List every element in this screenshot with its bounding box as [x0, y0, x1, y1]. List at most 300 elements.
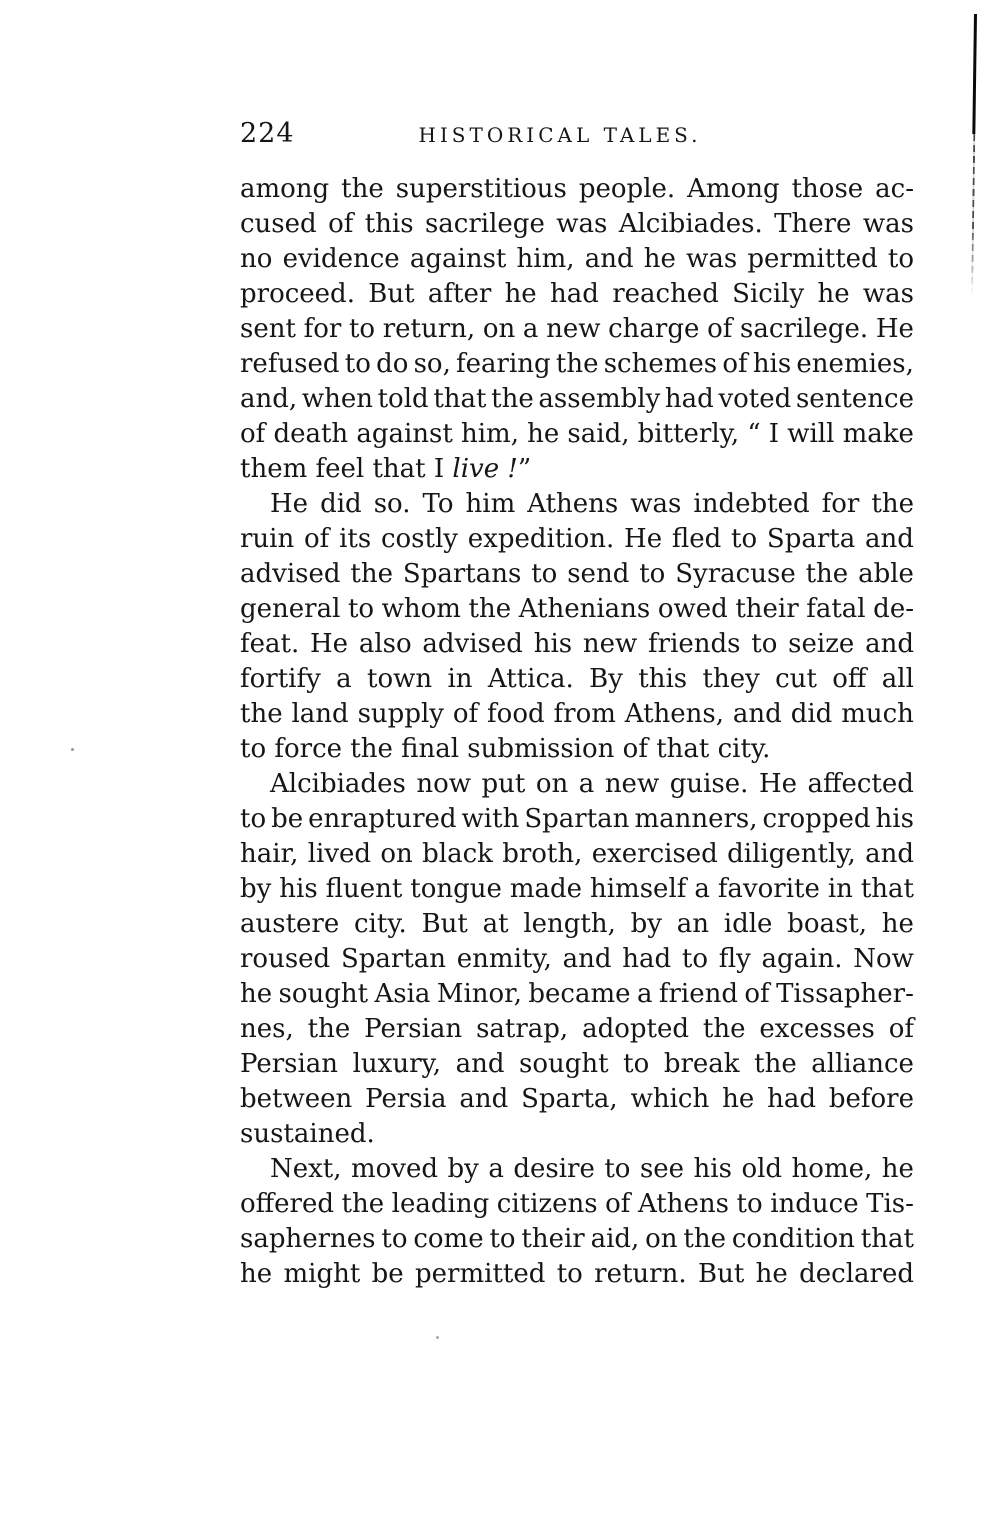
word: was [630, 489, 682, 519]
scan-artifact-line [970, 14, 977, 296]
word: sought [278, 979, 369, 1009]
text-line [240, 942, 914, 977]
word: He [624, 524, 663, 554]
word: no [240, 244, 273, 274]
word: nes, [240, 1014, 294, 1044]
word: off [832, 664, 867, 694]
word: to [736, 1189, 763, 1219]
text-line [240, 627, 914, 662]
word: on [645, 1224, 678, 1254]
word: when [301, 384, 373, 414]
word: sought [519, 1049, 609, 1079]
word: to [751, 629, 778, 659]
word: affected [807, 769, 914, 799]
word: general [240, 594, 341, 624]
word: schemes [603, 349, 718, 379]
word: had [622, 944, 672, 974]
word: idle [723, 909, 773, 939]
text-line [240, 417, 914, 452]
text-segment: sustained. [240, 1119, 375, 1149]
word: he [240, 979, 273, 1009]
word: cused [240, 209, 317, 239]
word: new [582, 629, 638, 659]
word: “ [747, 419, 761, 449]
word: to [681, 944, 708, 974]
word: him, [460, 419, 519, 449]
word: on [482, 314, 516, 344]
text-line [240, 732, 914, 767]
word: might [283, 1259, 361, 1289]
text-line [240, 487, 914, 522]
word: between [240, 1084, 353, 1114]
word: he [755, 1259, 788, 1289]
word: He [875, 314, 914, 344]
text-line [240, 592, 914, 627]
word: see [639, 1154, 685, 1184]
text-line [240, 1222, 914, 1257]
text-line [240, 172, 914, 207]
text-line [240, 872, 914, 907]
word: proceed. [240, 279, 355, 309]
word: to [489, 1224, 516, 1254]
word: permitted [747, 244, 878, 274]
word: him [465, 489, 516, 519]
word: whom [381, 594, 461, 624]
scan-artifact-line-dashes [971, 134, 975, 296]
word: Athens, [624, 699, 725, 729]
word: Asia [374, 979, 431, 1009]
word: declared [799, 1259, 914, 1289]
word: Sparta [766, 524, 856, 554]
word: his [875, 804, 914, 834]
word: Among [687, 174, 780, 204]
word: of [888, 1014, 914, 1044]
word: To [422, 489, 454, 519]
word: to [344, 349, 371, 379]
word: a [336, 664, 352, 694]
word: do [376, 349, 409, 379]
word: Athens [637, 1189, 729, 1219]
word: and [732, 699, 782, 729]
word: Sicily [732, 279, 805, 309]
word: also [358, 629, 412, 659]
word: him, [516, 244, 575, 274]
word: all [881, 664, 914, 694]
word: evidence [282, 244, 400, 274]
word: Spartan [340, 944, 447, 974]
word: boast, [787, 909, 868, 939]
word: saphernes [240, 1224, 376, 1254]
word: enmity, [456, 944, 552, 974]
word: against [409, 244, 507, 274]
word: and, [240, 384, 298, 414]
word: There [774, 209, 852, 239]
text-line [240, 557, 914, 592]
word: adopted [582, 1014, 690, 1044]
word: de- [873, 594, 914, 624]
word: Syracuse [675, 559, 796, 589]
word: supply [357, 699, 444, 729]
word: his [279, 874, 318, 904]
text-line [240, 767, 914, 802]
word: land [291, 699, 349, 729]
word: after [427, 279, 492, 309]
word: from [553, 699, 616, 729]
scan-speck [71, 748, 74, 751]
word: became [528, 979, 631, 1009]
word: said, [567, 419, 630, 449]
word: friends [648, 629, 741, 659]
word: come [413, 1224, 484, 1254]
word: to [381, 1224, 408, 1254]
word: friend [658, 979, 738, 1009]
word: seize [788, 629, 855, 659]
word: he [722, 1084, 755, 1114]
word: the [754, 1049, 797, 1079]
word: But [697, 1259, 745, 1289]
text-line [240, 207, 914, 242]
word: sent [240, 314, 296, 344]
word: broth, [502, 839, 583, 869]
word: city. [354, 909, 407, 939]
word: he [504, 279, 537, 309]
word: to [531, 559, 558, 589]
word: and [865, 524, 914, 554]
word: of [240, 419, 266, 449]
word: an [676, 909, 709, 939]
word: a [636, 979, 653, 1009]
word: induce [770, 1189, 859, 1219]
page-number: 224 [240, 118, 295, 149]
text-line [240, 382, 914, 417]
word: he [527, 419, 560, 449]
word: by [240, 874, 272, 904]
text-line [240, 277, 914, 312]
word: the [683, 1224, 726, 1254]
word: be [371, 1259, 404, 1289]
word: a [578, 769, 595, 799]
word: fortify [240, 664, 321, 694]
word: length, [523, 909, 616, 939]
paragraph [240, 1152, 914, 1292]
word: offered [240, 1189, 334, 1219]
word: he [240, 1259, 273, 1289]
word: so, [413, 349, 451, 379]
word: the [240, 699, 283, 729]
word: in [827, 874, 853, 904]
word: to [887, 244, 914, 274]
word: cropped [762, 804, 871, 834]
word: the [307, 1014, 351, 1044]
word: and [562, 944, 612, 974]
word: black [422, 839, 493, 869]
word: to [240, 804, 267, 834]
word: this [364, 209, 414, 239]
word: He [310, 629, 349, 659]
word: he [881, 1154, 914, 1184]
text-line [240, 662, 914, 697]
word: superstitious [395, 174, 567, 204]
word: of [707, 314, 733, 344]
word: and [584, 244, 634, 274]
word: his [533, 629, 573, 659]
word: Spartan [524, 804, 630, 834]
word: much [841, 699, 914, 729]
text-body [240, 172, 914, 1292]
word: fearing [456, 349, 551, 379]
word: new [604, 769, 660, 799]
page-header [0, 118, 1000, 152]
word: by [630, 909, 662, 939]
word: manners, [634, 804, 758, 834]
word: new [546, 314, 601, 344]
word: a [488, 1154, 504, 1184]
word: of [452, 699, 479, 729]
text-line [240, 1117, 914, 1152]
text-segment: ” [517, 454, 532, 484]
word: tongue [410, 874, 502, 904]
paragraph [240, 767, 914, 1152]
word: and [455, 1049, 505, 1079]
word: their [735, 594, 799, 624]
word: He [270, 489, 309, 519]
word: Minor, [436, 979, 523, 1009]
word: food [487, 699, 545, 729]
text-line [240, 802, 914, 837]
word: Spartans [402, 559, 522, 589]
word: for [303, 314, 342, 344]
text-line [240, 452, 914, 487]
word: of [744, 979, 770, 1009]
word: send [567, 559, 630, 589]
word: guise. [669, 769, 749, 799]
text-line [240, 977, 914, 1012]
word: break [663, 1049, 740, 1079]
word: of [722, 349, 748, 379]
word: his [693, 1154, 732, 1184]
word: a [522, 314, 539, 344]
word: the [491, 384, 534, 414]
word: sacrilege [424, 209, 545, 239]
word: Now [853, 944, 914, 974]
text-line [240, 347, 914, 382]
word: return, [382, 314, 476, 344]
word: fled [671, 524, 722, 554]
word: this [638, 664, 688, 694]
word: enemies, [796, 349, 914, 379]
word: was [862, 279, 914, 309]
word: Attica. [487, 664, 574, 694]
word: did [790, 699, 833, 729]
text-line [240, 522, 914, 557]
scan-speck [436, 1336, 439, 1339]
word: death [273, 419, 349, 449]
word: be [271, 804, 304, 834]
word: citizens [496, 1189, 598, 1219]
text-line [240, 837, 914, 872]
word: a [694, 874, 710, 904]
word: that [433, 384, 487, 414]
word: make [842, 419, 914, 449]
word: the [555, 349, 599, 379]
word: that [860, 874, 914, 904]
word: Persian [364, 1014, 463, 1044]
word: lived [307, 839, 372, 869]
text-line [240, 1152, 914, 1187]
word: had [767, 1084, 816, 1114]
word: before [828, 1084, 914, 1114]
word: By [589, 664, 623, 694]
word: Alcibiades. [618, 209, 763, 239]
word: which [630, 1084, 710, 1114]
word: Tis- [866, 1189, 914, 1219]
word: himself [590, 874, 687, 904]
word: in [447, 664, 473, 694]
text-segment: them feel that I [240, 454, 453, 484]
running-title: HISTORICAL TALES. [418, 123, 702, 147]
word: to [347, 594, 375, 624]
word: refused [240, 349, 340, 379]
word: fly [718, 944, 751, 974]
text-line [240, 1082, 914, 1117]
word: voted [718, 384, 792, 414]
word: desire [513, 1154, 595, 1184]
word: to [604, 1154, 631, 1184]
word: hair, [240, 839, 299, 869]
word: to [639, 559, 666, 589]
word: put [481, 769, 526, 799]
word: condition [731, 1224, 855, 1254]
word: bitterly, [637, 419, 740, 449]
word: so. [373, 489, 411, 519]
word: return. [594, 1259, 687, 1289]
word: assembly [538, 384, 661, 414]
word: on [380, 839, 413, 869]
word: he [817, 279, 850, 309]
word: on [535, 769, 569, 799]
word: moved [351, 1154, 439, 1184]
word: to [623, 1049, 650, 1079]
word: expedition. [467, 524, 615, 554]
word: sacrilege. [740, 314, 869, 344]
word: fatal [806, 594, 866, 624]
word: luxury, [352, 1049, 442, 1079]
word: feat. [240, 629, 300, 659]
paragraph [240, 172, 914, 487]
word: to [556, 1259, 583, 1289]
word: Persia [365, 1084, 447, 1114]
word: satrap, [476, 1014, 569, 1044]
word: leading [391, 1189, 490, 1219]
word: fluent [325, 874, 403, 904]
word: among [240, 174, 330, 204]
word: to [348, 314, 376, 344]
word: ac- [875, 174, 914, 204]
text-line [240, 1012, 914, 1047]
word: enraptured [308, 804, 457, 834]
word: austere [240, 909, 340, 939]
word: But [368, 279, 415, 309]
word: advised [240, 559, 341, 589]
word: able [858, 559, 914, 589]
word: of [304, 524, 330, 554]
word: again. [761, 944, 843, 974]
word: of [328, 209, 354, 239]
word: Persian [240, 1049, 339, 1079]
word: now [416, 769, 471, 799]
scan-artifact-line-solid [972, 14, 977, 134]
word: aid, [590, 1224, 640, 1254]
word: the [341, 1189, 385, 1219]
word: cut [775, 664, 817, 694]
word: the [702, 1014, 746, 1044]
word: they [702, 664, 760, 694]
word: of [605, 1189, 631, 1219]
word: home, [791, 1154, 873, 1184]
word: that [860, 1224, 914, 1254]
word: advised [422, 629, 523, 659]
word: with [461, 804, 520, 834]
word: sentence [795, 384, 914, 414]
word: those [791, 174, 864, 204]
word: for [821, 489, 860, 519]
text-line [240, 1187, 914, 1222]
paragraph [240, 487, 914, 767]
word: charge [608, 314, 700, 344]
word: Alcibiades [270, 769, 406, 799]
word: permitted [415, 1259, 546, 1289]
word: the [468, 594, 512, 624]
text-line [240, 907, 914, 942]
word: ruin [240, 524, 295, 554]
word: He [758, 769, 797, 799]
word: his [752, 349, 792, 379]
word: and [459, 1084, 509, 1114]
word: Tissapher- [776, 979, 914, 1009]
text-line [240, 312, 914, 347]
word: and [865, 629, 914, 659]
word: had [664, 384, 714, 414]
word: people. [578, 174, 676, 204]
word: alliance [811, 1049, 914, 1079]
word: told [377, 384, 429, 414]
word: favorite [717, 874, 820, 904]
text-line [240, 1257, 914, 1292]
text-line [240, 1047, 914, 1082]
word: Athenians [518, 594, 651, 624]
word: reached [612, 279, 719, 309]
word: the [871, 489, 914, 519]
word: town [367, 664, 433, 694]
word: old [741, 1154, 783, 1184]
word: was [686, 244, 738, 274]
word: was [556, 209, 608, 239]
word: by [447, 1154, 479, 1184]
word: owed [657, 594, 728, 624]
word: I [768, 419, 780, 449]
word: excesses [759, 1014, 875, 1044]
word: he [643, 244, 676, 274]
word: the [341, 174, 384, 204]
word: at [482, 909, 509, 939]
word: Sparta, [521, 1084, 618, 1114]
word: to [731, 524, 758, 554]
word: did [320, 489, 362, 519]
word: made [509, 874, 583, 904]
word: had [550, 279, 599, 309]
text-segment: live ! [452, 454, 518, 484]
word: exercised [591, 839, 718, 869]
